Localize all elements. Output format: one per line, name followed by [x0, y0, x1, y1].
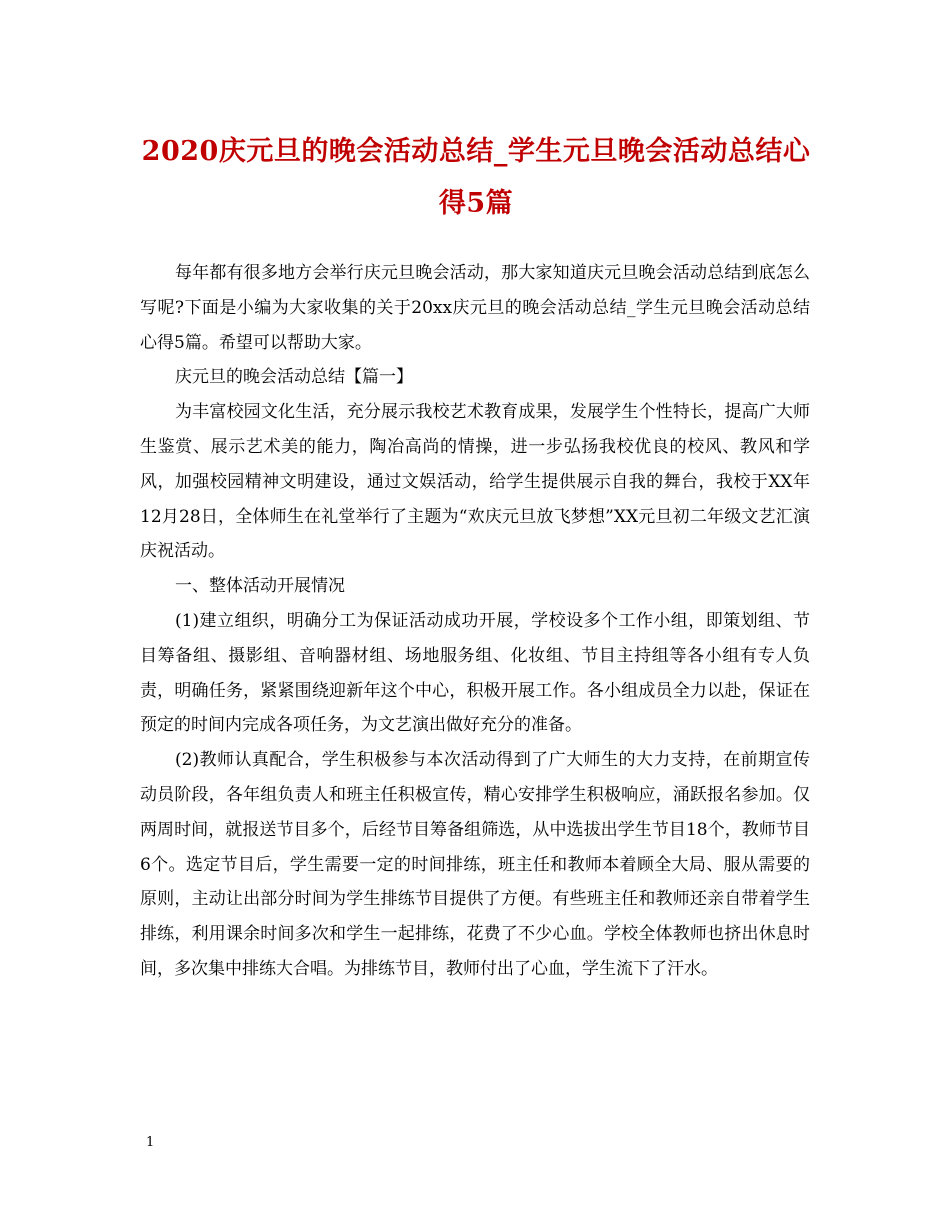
document-body [140, 256, 810, 987]
page-number: 1 [146, 1135, 155, 1150]
body-paragraph: 为丰富校园文化生活，充分展示我校艺术教育成果，发展学生个性特长，提高广大师生鉴赏、展示艺术美的能力，陶冶高尚的情操，进一步弘扬我校优良的校风、教风和学风，加强校园精神文明建设，通过文娱活动，给学生提供展示自我的舞台，我校于XX年12月28日，全体师生在礼堂举行了主题为“欢庆元旦放飞梦想”XX元旦初二年级文艺汇演庆祝活动。 [140, 402, 810, 562]
intro-paragraph: 每年都有很多地方会举行庆元旦晚会活动，那大家知道庆元旦晚会活动总结到底怎么写呢?下面是小编为大家收集的关于20xx庆元旦的晚会活动总结_学生元旦晚会活动总结心得5篇。希望可以帮助大家。 [140, 263, 810, 353]
section-heading-part-one: 庆元旦的晚会活动总结【篇一】 [175, 367, 413, 388]
body-paragraph: (2)教师认真配合，学生积极参与本次活动得到了广大师生的大力支持，在前期宣传动员阶段，各年组负责人和班主任积极宣传，精心安排学生积极响应，涌跃报名参加。仅两周时间，就报送节目多个，后经节目筹备组筛选，从中选拔出学生节目18个，教师节目6个。选定节目后，学生需要一定的时间排练，班主任和教师本着顾全大局、服从需要的原则，主动让出部分时间为学生排练节目提供了方便。有些班主任和教师还亲自带着学生排练，利用课余时间多次和学生一起排练，花费了不少心血。学校全体教师也挤出休息时间，多次集中排练大合唱。为排练节目，教师付出了心血，学生流下了汗水。 [140, 750, 810, 979]
body-paragraph: (1)建立组织，明确分工为保证活动成功开展，学校设多个工作小组，即策划组、节目筹备组、摄影组、音响器材组、场地服务组、化妆组、节目主持组等各小组有专人负责，明确任务，紧紧围绕迎新年这个中心，积极开展工作。各小组成员全力以赴，保证在预定的时间内完成各项任务，为文艺演出做好充分的准备。 [140, 610, 810, 736]
document-title: 2020庆元旦的晚会活动总结_学生元旦晚会活动总结心得5篇 [141, 136, 811, 219]
subsection-heading: 一、整体活动开展情况 [175, 576, 345, 597]
